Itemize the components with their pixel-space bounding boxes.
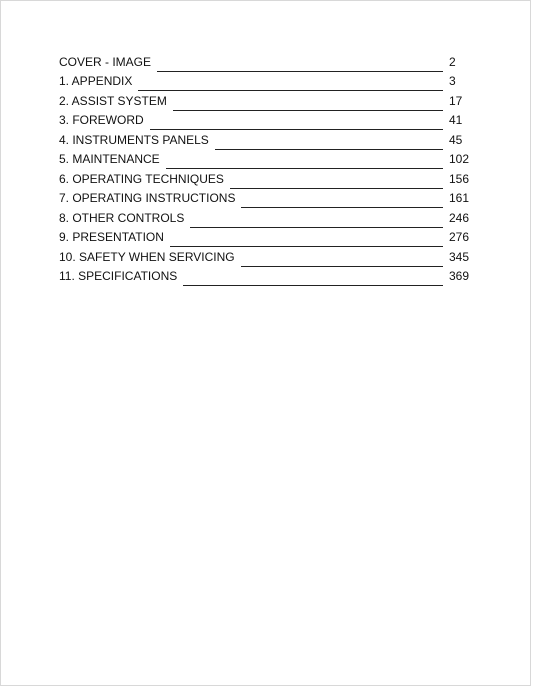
- toc-entry-page-number: 345: [449, 249, 470, 264]
- toc-entry-page-number: 156: [449, 171, 470, 186]
- toc-entry-title: 5. MAINTENANCE: [59, 152, 160, 166]
- toc-entry-title: 1. APPENDIX: [59, 74, 133, 88]
- toc-leader-line: [230, 187, 443, 189]
- toc-leader-line: [138, 89, 443, 91]
- toc-entry-page-number: 369: [449, 269, 470, 283]
- toc-entry-page-number: 3: [449, 74, 456, 88]
- toc-entry-title: 6. OPERATING TECHNIQUES: [59, 171, 224, 186]
- toc-entry-page-number: 246: [449, 210, 470, 225]
- toc-entry-page-number: 276: [449, 230, 470, 244]
- toc-entry-page-number: 161: [449, 191, 470, 205]
- toc-leader-line: [166, 167, 443, 169]
- toc-leader-line: [215, 148, 443, 150]
- toc-leader-line: [241, 265, 443, 267]
- toc-entry-title: 8. OTHER CONTROLS: [59, 210, 185, 225]
- toc-entry-title: 4. INSTRUMENTS PANELS: [59, 132, 209, 147]
- toc-entry-cover-image[interactable]: [59, 49, 479, 69]
- toc-entry-page-number: 45: [449, 132, 463, 147]
- toc-entry-title: 2. ASSIST SYSTEM: [59, 93, 167, 108]
- toc-entry-page-number: 17: [449, 93, 463, 108]
- toc-entry-page-number: 41: [449, 113, 463, 127]
- toc-entry-title: 9. PRESENTATION: [59, 230, 164, 244]
- toc-leader-line: [157, 70, 443, 72]
- toc-leader-line: [190, 226, 443, 228]
- table-of-contents: [59, 49, 479, 283]
- toc-leader-line: [183, 284, 443, 286]
- toc-leader-line: [170, 245, 443, 247]
- toc-entry-title: 7. OPERATING INSTRUCTIONS: [59, 191, 236, 205]
- toc-entry-page-number: 102: [449, 152, 470, 166]
- toc-entry-page-number: 2: [449, 54, 456, 69]
- toc-leader-line: [173, 109, 443, 111]
- toc-entry-title: 10. SAFETY WHEN SERVICING: [59, 249, 235, 264]
- toc-leader-line: [150, 128, 443, 130]
- toc-entry-title: 3. FOREWORD: [59, 113, 144, 127]
- toc-entry-title: COVER - IMAGE: [59, 54, 152, 69]
- toc-entry-title: 11. SPECIFICATIONS: [59, 269, 178, 283]
- toc-leader-line: [241, 206, 443, 208]
